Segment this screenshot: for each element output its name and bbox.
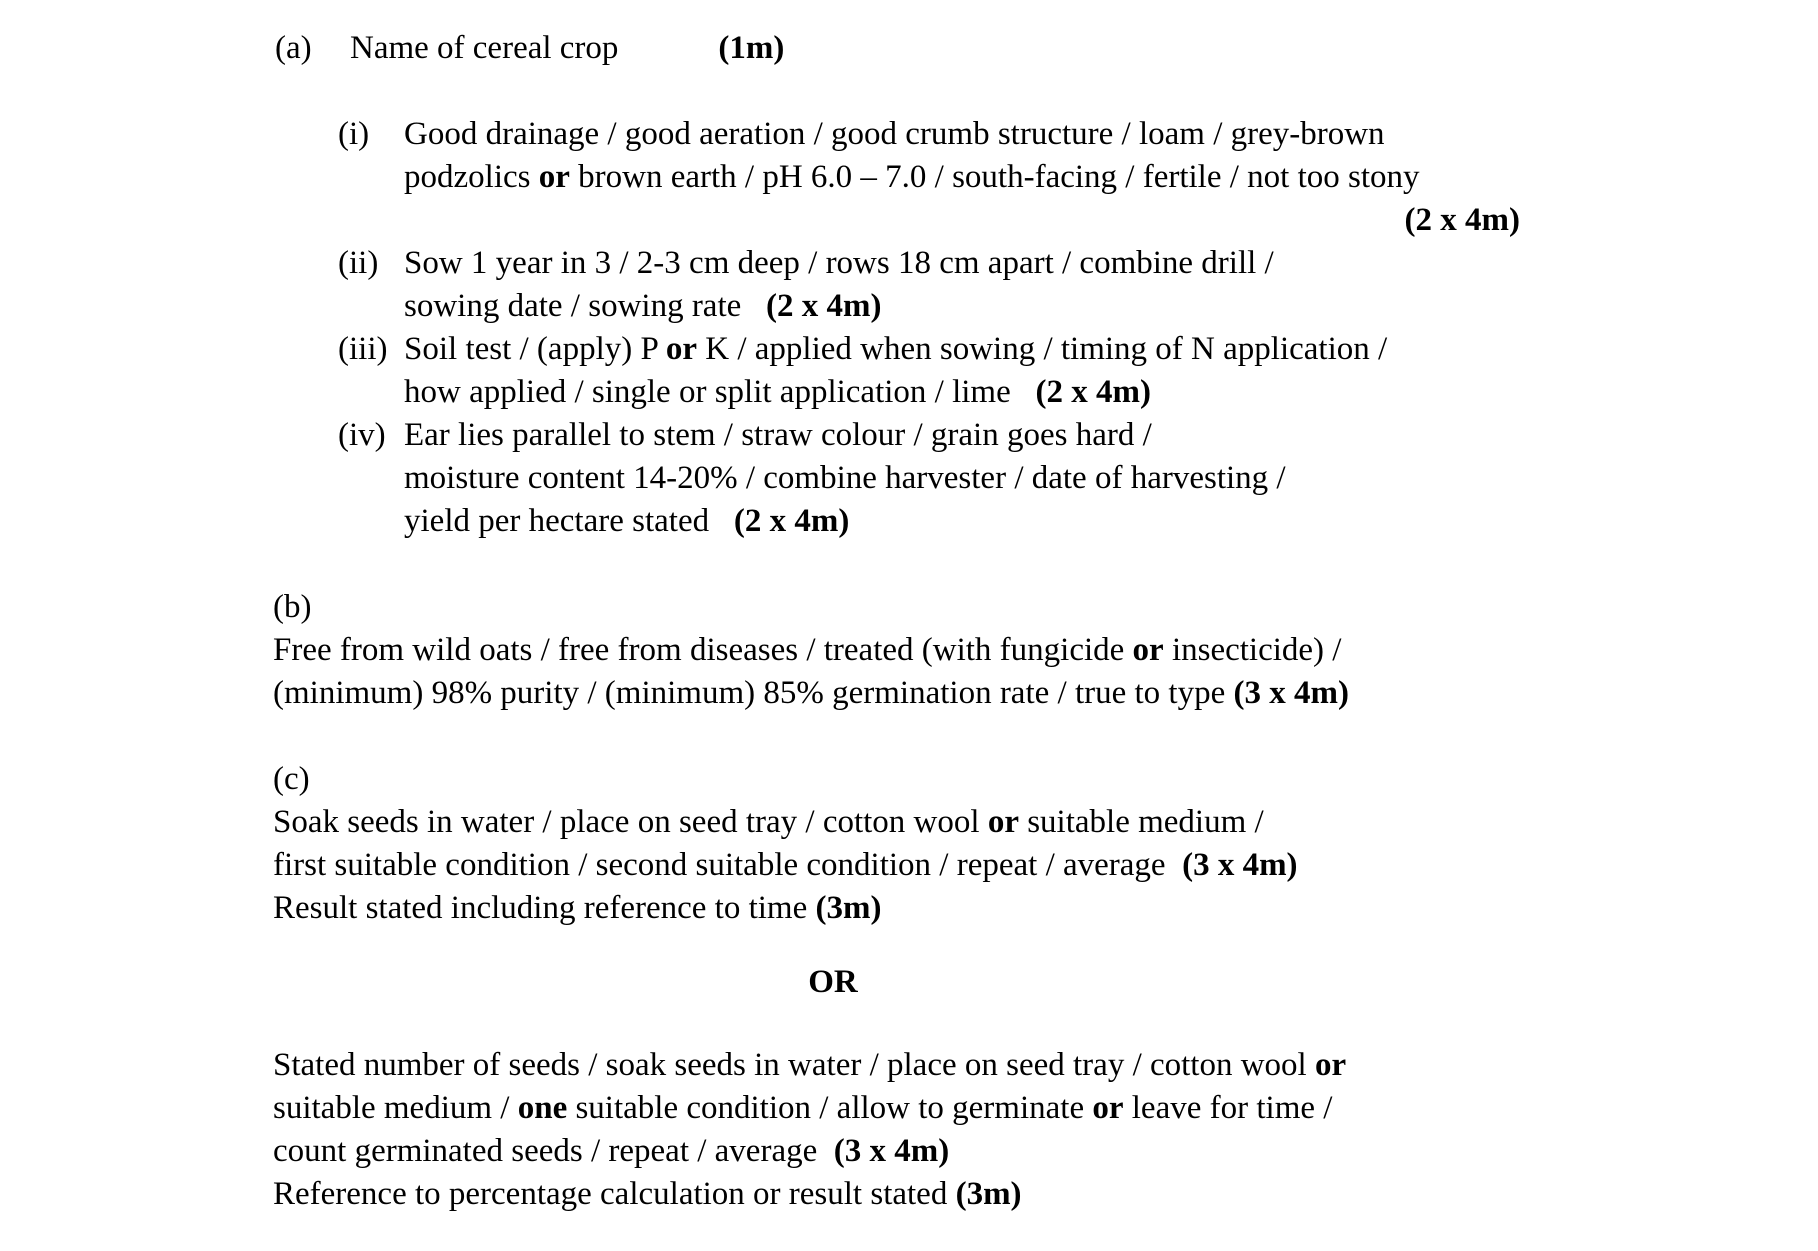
text-segment: brown earth / pH 6.0 – 7.0 / south-facing / fertile / not too stony (569, 159, 1420, 195)
text-segment: Reference to percentage calculation or result stated (273, 1176, 956, 1212)
bold-text-segment: (3 x 4m) (833, 1133, 950, 1169)
part-a-text: Name of cereal crop (350, 30, 619, 66)
part-label (273, 758, 1540, 801)
part-label (273, 586, 1540, 629)
text-segment: suitable condition / allow to germinate (567, 1090, 1093, 1126)
part-label-text: (c) (273, 761, 310, 797)
text-segment: Result stated including reference to time (273, 890, 816, 926)
text-line (273, 672, 1540, 715)
text-segment: insecticide) / (1163, 632, 1342, 668)
text-segment: suitable medium / (1018, 804, 1264, 840)
list-item-iv-content (404, 414, 1520, 543)
list-item-iii-content (404, 328, 1520, 414)
text-segment: (minimum) 98% purity / (minimum) 85% germination rate / true to type (273, 675, 1234, 711)
text-segment: first suitable condition / second suitable condition / repeat / average (273, 847, 1183, 883)
text-segment: yield per hectare stated (404, 503, 734, 539)
bold-text-segment: or (665, 331, 698, 367)
bold-text-segment: (2 x 4m) (1404, 202, 1520, 238)
text-segment: suitable medium / (273, 1090, 518, 1126)
text-segment: how applied / single or split application / lime (404, 374, 1036, 410)
text-line (404, 242, 1520, 285)
list-item-iv-label: (iv) (338, 417, 386, 453)
text-segment: Good drainage / good aeration / good crumb structure / loam / grey-brown (404, 116, 1385, 152)
text-line (273, 801, 1540, 844)
list-item-i (338, 113, 1818, 242)
text-line (404, 285, 1520, 328)
text-segment: Ear lies parallel to stem / straw colour / grain goes hard / (404, 417, 1152, 453)
text-segment: Sow 1 year in 3 / 2-3 cm deep / rows 18 cm apart / combine drill / (404, 245, 1274, 281)
text-segment: leave for time / (1123, 1090, 1333, 1126)
part-a-label: (a) (275, 30, 312, 66)
answer-block-c (273, 758, 1540, 930)
bold-text-segment: (3m) (815, 890, 882, 926)
bold-text-segment: (3m) (955, 1176, 1022, 1212)
text-line (273, 1173, 1540, 1216)
text-line (404, 371, 1520, 414)
text-segment: count germinated seeds / repeat / average (273, 1133, 834, 1169)
text-segment: Stated number of seeds / soak seeds in water / place on seed tray / cotton wool (273, 1047, 1315, 1083)
question-part-a (275, 27, 1818, 70)
text-line (404, 457, 1520, 500)
list-item-iv (338, 414, 1818, 543)
bold-text-segment: or (987, 804, 1019, 840)
text-line (273, 1130, 1540, 1173)
bold-text-segment: (2 x 4m) (733, 503, 850, 539)
list-item-iii-label: (iii) (338, 331, 388, 367)
part-a-marks: (1m) (718, 30, 785, 66)
bold-text-segment: (3 x 4m) (1233, 675, 1349, 711)
bold-text-segment: or (1132, 632, 1164, 668)
list-item-ii-content (404, 242, 1520, 328)
or-heading-text: OR (808, 964, 858, 1000)
part-label-text: (b) (273, 589, 312, 625)
text-segment: Soil test / (apply) P (404, 331, 666, 367)
bold-text-segment: or (538, 159, 570, 195)
text-segment: K / applied when sowing / timing of N application / (697, 331, 1388, 367)
answer-block-b (273, 586, 1540, 715)
text-line (404, 113, 1520, 156)
text-line (404, 328, 1520, 371)
bold-text-segment: one (517, 1090, 568, 1126)
text-segment: moisture content 14-20% / combine harvester / date of harvesting / (404, 460, 1286, 496)
list-item-iii (338, 328, 1818, 414)
text-line (273, 1044, 1540, 1087)
text-line (273, 1087, 1540, 1130)
text-segment: sowing date / sowing rate (404, 288, 767, 324)
bold-text-segment: or (1092, 1090, 1124, 1126)
text-segment: Soak seeds in water / place on seed tray / cotton wool (273, 804, 988, 840)
bold-text-segment: (2 x 4m) (766, 288, 882, 324)
answer-block-alternative (273, 1044, 1540, 1216)
text-line (273, 887, 1540, 930)
text-line (404, 156, 1520, 199)
bold-text-segment: (3 x 4m) (1182, 847, 1298, 883)
bold-text-segment: (2 x 4m) (1035, 374, 1151, 410)
text-line (273, 844, 1540, 887)
text-line (404, 500, 1520, 543)
text-segment: Free from wild oats / free from diseases / treated (with fungicide (273, 632, 1133, 668)
text-line (404, 199, 1520, 242)
or-heading (273, 961, 1393, 1004)
text-line (404, 414, 1520, 457)
list-item-i-content (404, 113, 1520, 242)
text-line (273, 629, 1540, 672)
bold-text-segment: or (1314, 1047, 1347, 1083)
list-item-ii (338, 242, 1818, 328)
text-segment: podzolics (404, 159, 539, 195)
list-item-i-label: (i) (338, 116, 370, 152)
list-item-ii-label: (ii) (338, 245, 379, 281)
